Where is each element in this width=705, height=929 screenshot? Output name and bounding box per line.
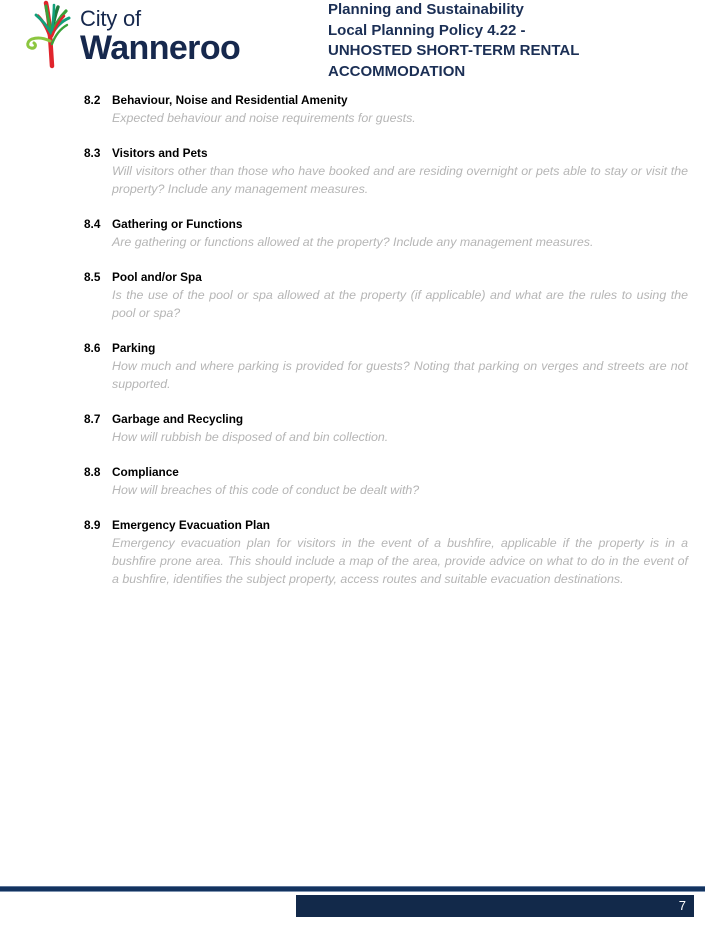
section-8-7 bbox=[0, 411, 705, 446]
section-heading bbox=[84, 145, 688, 161]
section-8-3 bbox=[0, 145, 705, 198]
header-title-line-2: Local Planning Policy 4.22 - bbox=[328, 21, 526, 39]
header-title-line-3: UNHOSTED SHORT-TERM RENTAL bbox=[328, 42, 580, 59]
logo-city-of-text: City of bbox=[80, 6, 141, 31]
logo-wanneroo-text: Wanneroo bbox=[80, 29, 241, 67]
section-body-text: How will rubbish be disposed of and bin collection. bbox=[112, 430, 389, 444]
document-header-title bbox=[328, 0, 688, 82]
section-8-9 bbox=[0, 517, 705, 588]
section-heading bbox=[84, 411, 688, 427]
page-header bbox=[0, 0, 705, 92]
section-body-text: How will breaches of this code of conduct be dealt with? bbox=[112, 483, 420, 497]
section-8-5 bbox=[0, 269, 705, 322]
section-body-text: Expected behaviour and noise requirements for guests. bbox=[112, 111, 416, 125]
footer-page-bar bbox=[296, 895, 694, 917]
header-title-line-4: ACCOMMODATION bbox=[328, 62, 466, 80]
section-body-text: Emergency evacuation plan for visitors in the event of a bushfire, applicable if the property is in a bushfire prone area. This should include a map of the area, provide advice on what to do in the event of a bushfire, identifies the subject property, access routes and suitable evacuation destinations. bbox=[112, 536, 688, 586]
section-number: 8.3 bbox=[84, 146, 101, 160]
section-heading-text: Gathering or Functions bbox=[112, 217, 243, 231]
section-body-text: How much and where parking is provided for guests? Noting that parking on verges and streets are not supported. bbox=[112, 359, 688, 391]
section-heading bbox=[84, 340, 688, 356]
section-heading bbox=[84, 92, 688, 108]
section-body-text: Is the use of the pool or spa allowed at the property (if applicable) and what are the rules to using the pool or spa? bbox=[112, 288, 688, 320]
section-number: 8.9 bbox=[84, 518, 101, 532]
section-number: 8.6 bbox=[84, 341, 101, 355]
section-8-2 bbox=[0, 92, 705, 127]
section-heading bbox=[84, 216, 688, 232]
section-heading bbox=[84, 464, 688, 480]
logo-wordmark bbox=[80, 8, 270, 66]
header-title-line-1: Planning and Sustainability bbox=[328, 1, 524, 18]
section-heading bbox=[84, 517, 688, 533]
section-body-text: Are gathering or functions allowed at the property? Include any management measures. bbox=[112, 235, 594, 249]
section-heading-text: Behaviour, Noise and Residential Amenity bbox=[112, 93, 348, 107]
section-number: 8.4 bbox=[84, 217, 101, 231]
wanneroo-fronds-logo-icon bbox=[22, 0, 84, 70]
section-number: 8.2 bbox=[84, 93, 101, 107]
page-number: 7 bbox=[678, 898, 686, 913]
section-heading-text: Emergency Evacuation Plan bbox=[112, 518, 271, 532]
footer-rule-hairline-bottom bbox=[0, 891, 705, 892]
section-heading bbox=[84, 269, 688, 285]
section-8-4 bbox=[0, 216, 705, 251]
section-heading-text: Visitors and Pets bbox=[112, 146, 208, 160]
section-body-text: Will visitors other than those who have booked and are residing overnight or pets able to stay or visit the property? Include any management measures. bbox=[112, 164, 688, 196]
section-number: 8.8 bbox=[84, 465, 101, 479]
section-number: 8.5 bbox=[84, 270, 101, 284]
section-heading-text: Compliance bbox=[112, 465, 179, 479]
page-footer bbox=[0, 885, 705, 929]
section-heading-text: Pool and/or Spa bbox=[112, 270, 202, 284]
section-8-6 bbox=[0, 340, 705, 393]
city-of-wanneroo-logo bbox=[22, 0, 262, 76]
document-body bbox=[0, 92, 705, 606]
section-number: 8.7 bbox=[84, 412, 101, 426]
section-heading-text: Parking bbox=[112, 341, 156, 355]
section-8-8 bbox=[0, 464, 705, 499]
section-heading-text: Garbage and Recycling bbox=[112, 412, 244, 426]
